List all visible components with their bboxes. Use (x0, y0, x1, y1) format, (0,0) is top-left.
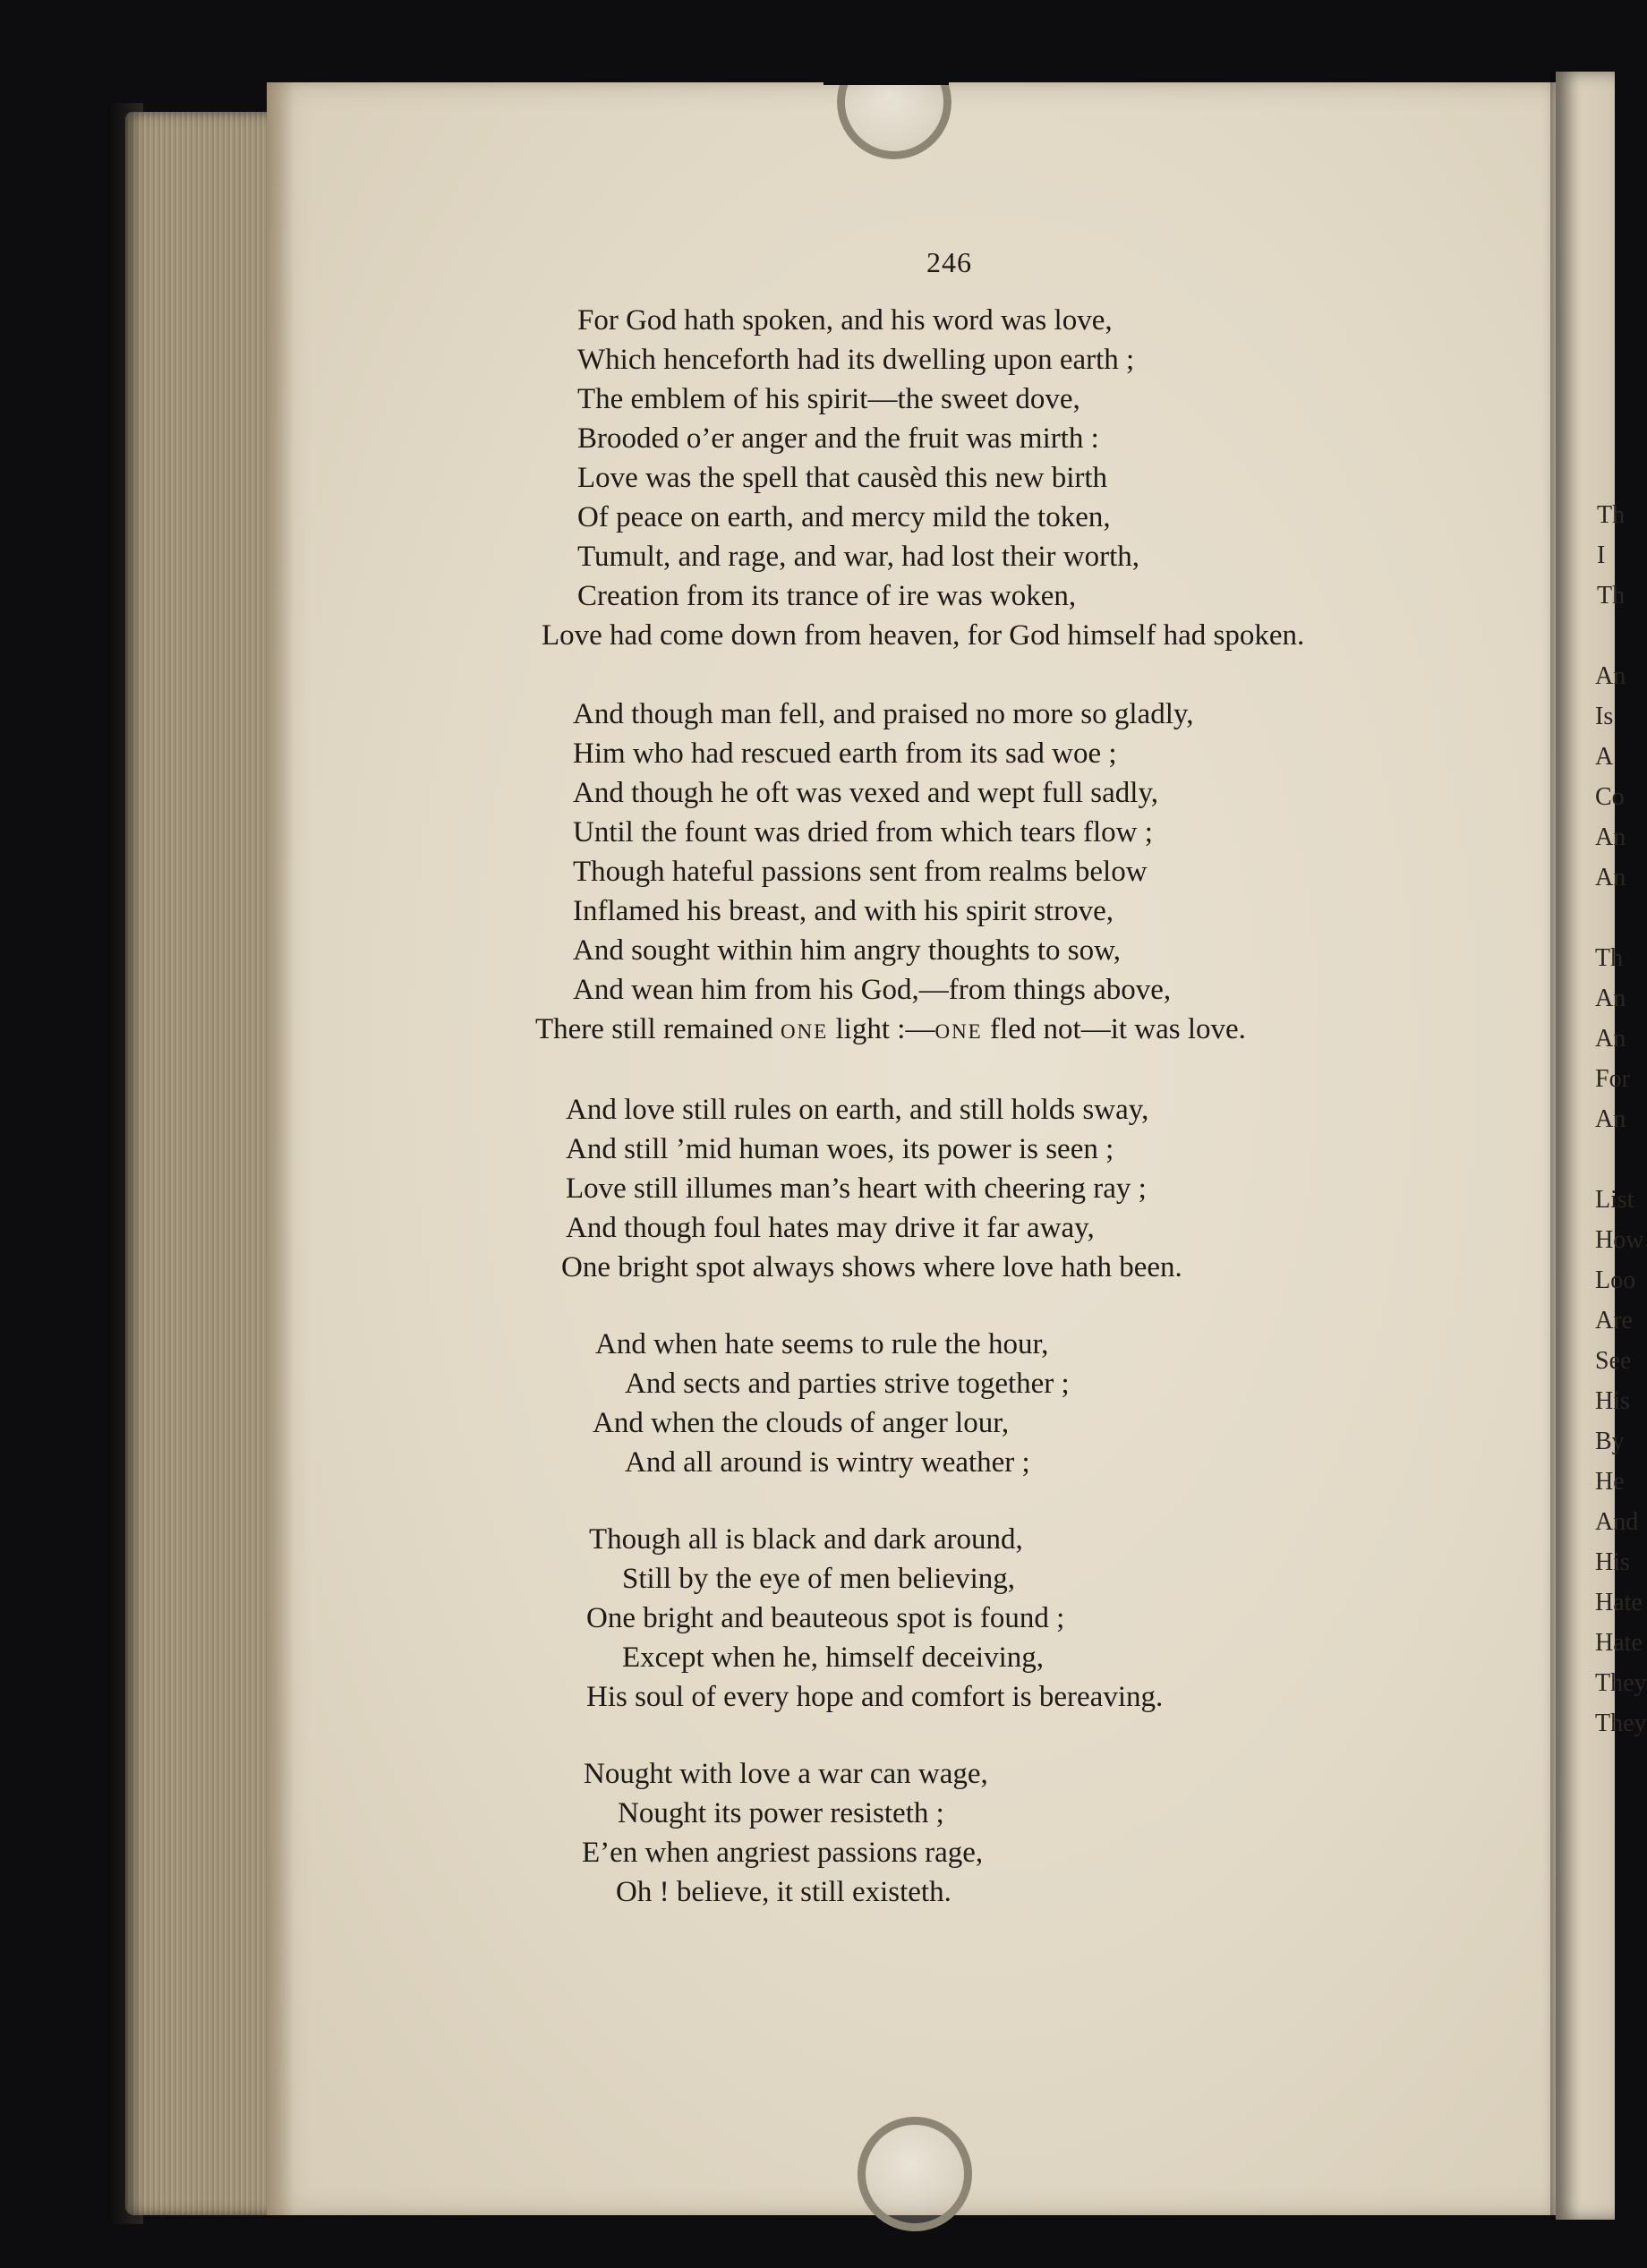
next-page-fragment: For (1595, 1065, 1630, 1093)
poem-line: Though all is black and dark around, (589, 1523, 1023, 1556)
poem-line: Love was the spell that causèd this new birth (577, 462, 1108, 494)
next-page-fragment: His (1595, 1548, 1630, 1576)
poem-line: Though hateful passions sent from realms below (573, 856, 1148, 888)
poem-line: And when the clouds of anger lour, (593, 1407, 1010, 1439)
next-page-fragment: Are (1595, 1307, 1633, 1334)
poem-line: One bright and beauteous spot is found ; (586, 1602, 1065, 1634)
small-caps-word: one (934, 1013, 983, 1045)
poem-line: And sought within him angry thoughts to sow, (573, 934, 1122, 967)
next-page-fragment: Is (1595, 703, 1614, 730)
small-caps-word: one (780, 1013, 829, 1045)
poem-line: Love still illumes man’s heart with cheering ray ; (566, 1172, 1147, 1205)
next-page-fragment: A (1595, 743, 1614, 771)
next-page-fragment: An (1595, 1105, 1626, 1133)
next-page-fragment: Hate (1595, 1589, 1643, 1616)
poem-line: And wean him from his God,—from things above, (573, 974, 1172, 1006)
poem-line: And sects and parties strive together ; (625, 1368, 1070, 1400)
poem-line: And still ’mid human woes, its power is seen ; (566, 1133, 1114, 1165)
next-page-fragment: They (1595, 1669, 1647, 1697)
poem-line: Which henceforth had its dwelling upon earth ; (577, 344, 1135, 376)
poem-line: One bright spot always shows where love hath been. (561, 1251, 1182, 1283)
poem-line: And when hate seems to rule the hour, (595, 1328, 1049, 1360)
next-page-fragment: And (1595, 1508, 1639, 1536)
next-page-fragment: Loo (1595, 1266, 1636, 1294)
page-number: 246 (926, 246, 972, 278)
poem-line: Brooded o’er anger and the fruit was mirth : (577, 422, 1099, 455)
next-page-fragment: Hate (1595, 1629, 1643, 1657)
poem-line: Him who had rescued earth from its sad woe ; (573, 738, 1117, 770)
next-page-fragment: I (1597, 541, 1606, 569)
poem-line: Still by the eye of men believing, (622, 1563, 1015, 1595)
next-page-fragment: By (1595, 1428, 1625, 1455)
poem-line: For God hath spoken, and his word was love, (577, 304, 1113, 337)
next-page-fragment: Th (1597, 501, 1626, 529)
poem-line: The emblem of his spirit—the sweet dove, (577, 383, 1080, 415)
poem-line: Of peace on earth, and mercy mild the token, (577, 501, 1111, 533)
next-page-fragment: He (1595, 1468, 1625, 1496)
next-page-fragment: How (1595, 1226, 1644, 1254)
next-page-fragment: Th (1597, 582, 1626, 610)
next-page-fragment: See (1595, 1347, 1632, 1375)
poem-line: Inflamed his breast, and with his spirit strove, (573, 895, 1114, 927)
poem-line: And though foul hates may drive it far away, (566, 1212, 1095, 1244)
next-page-fragment: His (1595, 1387, 1630, 1415)
poem-line: And love still rules on earth, and still holds sway, (566, 1094, 1149, 1126)
next-page-fragment: List (1595, 1186, 1634, 1214)
poem-line: And though man fell, and praised no more so gladly, (573, 698, 1194, 730)
next-page-fragment: An (1595, 1025, 1626, 1053)
next-page-fragment: They (1595, 1710, 1647, 1737)
poem-line: E’en when angriest passions rage, (582, 1837, 984, 1869)
poem-line: And though he oft was vexed and wept full sadly, (573, 777, 1159, 809)
next-page-fragment: An (1595, 662, 1626, 690)
poem-line: Creation from its trance of ire was woken, (577, 580, 1077, 612)
poem-line: Nought its power resisteth ; (618, 1797, 944, 1829)
poem-line: Nought with love a war can wage, (584, 1758, 988, 1790)
next-page-fragment: An (1595, 864, 1626, 891)
poem-line: And all around is wintry weather ; (625, 1446, 1030, 1479)
poem-line: Until the fount was dried from which tears flow ; (573, 816, 1153, 848)
poem-line: Tumult, and rage, and war, had lost their worth, (577, 541, 1140, 573)
poem-line: Except when he, himself deceiving, (622, 1641, 1045, 1674)
poem-line: His soul of every hope and comfort is bereaving. (586, 1681, 1164, 1713)
next-page-fragment: An (1595, 823, 1626, 851)
poem-line: There still remained one light :—one fled not—it was love. (535, 1013, 1246, 1045)
poem-line: Love had come down from heaven, for God himself had spoken. (542, 619, 1305, 652)
next-page-fragment: Co (1595, 783, 1625, 811)
poem-line: Oh ! believe, it still existeth. (616, 1876, 952, 1908)
next-page-fragment: Th (1595, 944, 1624, 972)
next-page-fragment: An (1595, 985, 1626, 1012)
